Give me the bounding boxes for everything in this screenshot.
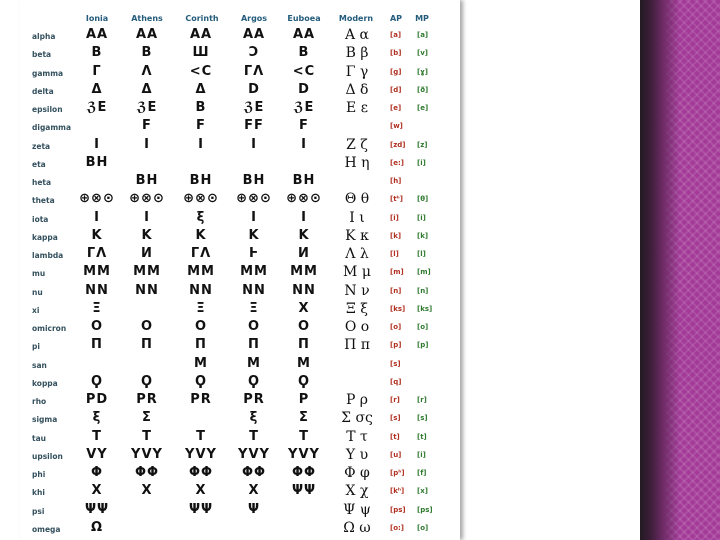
glyph-modern: Κ κ [345,227,369,244]
letter-name: pi [32,342,40,352]
letter-name: omicron [32,324,67,333]
letter-name: gamma [32,68,64,78]
glyph-athens: ΦΦ [134,465,160,480]
glyph-euboea: <C [292,63,316,79]
glyph-athens: ΥVY [131,446,163,462]
letter-name: upsilon [32,451,63,461]
glyph-ionia: Γ [92,63,102,79]
glyph-euboea: Ο [297,319,311,334]
letter-name: theta [32,196,55,206]
ap-pronunciation: [q] [390,377,402,386]
glyph-ionia: ΑΑ [85,27,109,42]
glyph-athens: Ο [140,319,154,334]
glyph-modern: Γ γ [345,63,369,80]
glyph-argos: FF [244,118,264,134]
glyph-euboea: I [301,209,307,225]
glyph-euboea: ΝΝ [292,282,316,298]
ap-pronunciation: [d] [390,85,402,94]
glyph-modern: Δ δ [345,81,369,98]
glyph-euboea: P [298,392,310,407]
glyph-athens: I [144,209,150,225]
letter-name: zeta [32,141,51,151]
glyph-argos: Μ [247,355,261,371]
glyph-argos: Ξ [249,300,259,316]
table-row [20,301,460,319]
glyph-modern: Α α [344,27,369,43]
mp-pronunciation: [t] [417,432,427,441]
glyph-corinth: ΥVY [185,446,217,462]
glyph-corinth: Π [195,337,207,353]
glyph-euboea: ΥVY [288,446,320,462]
mp-pronunciation: [z] [417,140,428,149]
header-mp: MP [415,14,429,23]
table-row [20,228,460,246]
table-row [20,27,460,45]
table-row [20,465,460,483]
glyph-argos: D [248,81,260,97]
table-row [20,319,460,337]
letter-name: alpha [32,32,56,41]
glyph-athens: Τ [142,428,152,444]
ap-pronunciation: [e:] [390,158,404,167]
glyph-ionia: Κ [91,227,103,243]
table-row [20,447,460,465]
mp-pronunciation: [n] [417,286,429,295]
glyph-euboea: Κ [298,227,310,243]
table-row [20,337,460,355]
mp-pronunciation: [k] [417,231,429,240]
table-row [20,246,460,264]
table-row [20,264,460,282]
glyph-modern: Υ υ [345,446,369,463]
glyph-corinth: I [198,136,204,152]
glyph-athens: ℨΕ [136,100,158,115]
glyph-modern: Ω ω [343,519,371,536]
glyph-athens: PR [136,392,158,407]
glyph-ionia: Π [91,337,103,353]
mp-pronunciation: [r] [417,396,427,404]
table-row [20,64,460,82]
glyph-athens: ⊕⊗⊙ [129,191,165,207]
glyph-ionia: Τ [92,428,102,444]
mp-pronunciation: [x] [417,487,428,496]
glyph-modern: Ν ν [344,282,370,299]
glyph-corinth: F [196,118,206,134]
glyph-ionia: Ω [90,519,104,535]
mp-pronunciation: [e] [417,104,429,112]
ap-pronunciation: [k] [390,231,402,240]
glyph-argos: ⊕⊗⊙ [236,191,272,207]
mp-pronunciation: [o] [417,323,429,331]
table-row [20,283,460,301]
letter-name: beta [32,50,52,60]
glyph-athens: Ͷ [141,246,153,261]
glyph-euboea: I [301,136,307,152]
glyph-ionia: ⊕⊗⊙ [79,191,115,207]
table-row [20,155,460,173]
glyph-argos: Π [248,337,260,353]
ap-pronunciation: [g] [390,67,402,76]
mp-pronunciation: [a] [417,31,429,39]
glyph-euboea: F [299,118,309,134]
mp-pronunciation: [ks] [417,304,433,313]
glyph-athens: Λ [141,63,153,79]
glyph-argos: PR [243,392,265,407]
glyph-argos: Κ [248,227,260,243]
mp-pronunciation: [l] [417,250,426,258]
glyph-athens: ΜΜ [133,264,161,280]
glyph-euboea: Χ [298,300,310,316]
table-row [20,173,460,191]
letter-name: rho [32,397,47,406]
glyph-argos: ΜΜ [240,264,268,280]
header-euboea: Euboea [287,14,321,23]
glyph-modern: Ζ ζ [346,136,368,153]
letter-name: heta [32,178,52,187]
glyph-argos: ΓΛ [243,63,265,79]
mp-pronunciation: [i] [417,158,426,167]
ap-pronunciation: [t] [390,432,400,441]
glyph-athens: I [144,136,150,152]
letter-name: nu [32,287,43,297]
glyph-corinth: <C [189,63,213,79]
glyph-argos: Ϙ [247,373,261,389]
ap-pronunciation: [i] [390,213,399,222]
table-row [20,374,460,392]
glyph-ionia: I [94,209,100,225]
table-row [20,100,460,118]
ap-pronunciation: [a] [390,31,402,39]
glyph-corinth: ⊕⊗⊙ [183,191,219,207]
glyph-ionia: ΜΜ [83,264,111,280]
glyph-euboea: Ͷ [298,246,310,261]
glyph-argos: ΝΝ [242,282,266,298]
mp-pronunciation: [v] [417,49,428,58]
letter-name: psi [32,506,45,516]
letter-name: mu [32,269,46,279]
table-row [20,45,460,63]
mp-pronunciation: [f] [417,469,427,477]
glyph-ionia: Ϙ [90,373,104,389]
header-ap: AP [389,14,403,23]
header-corinth: Corinth [185,14,219,23]
glyph-athens: Χ [141,483,153,499]
glyph-argos: Τ [249,428,259,444]
glyph-corinth: ΜΜ [187,264,215,280]
glyph-argos: ℨΕ [243,100,265,115]
mp-pronunciation: [ɣ] [417,67,428,76]
glyph-athens: F [142,118,152,134]
letter-name: omega [32,524,61,534]
letter-name: kappa [32,232,58,242]
glyph-euboea: ΦΦ [291,465,317,480]
table-row [20,410,460,428]
glyph-modern: Φ φ [344,465,370,481]
ap-pronunciation: [h] [390,177,402,185]
glyph-ionia: ΨΨ [84,501,110,517]
mp-pronunciation: [s] [417,414,428,423]
glyph-modern: Τ τ [346,428,368,445]
header-modern: Modern [338,14,374,23]
glyph-corinth: Ϙ [194,373,208,389]
glyph-ionia: ΒΗ [85,154,109,170]
glyph-argos: Ͻ [248,45,260,61]
glyph-euboea: ΑΑ [292,27,316,42]
glyph-corinth: ΑΑ [189,27,213,42]
glyph-ionia: ξ [92,410,102,426]
table-row [20,137,460,155]
table-row [20,82,460,100]
letter-name: sigma [32,415,58,425]
letter-name: lambda [32,251,64,260]
glyph-corinth: ξ [196,209,206,225]
glyph-athens: Π [141,337,153,353]
glyph-argos: Ο [247,319,261,334]
glyph-corinth: Κ [195,227,207,243]
letter-name: khi [32,488,45,498]
glyph-ionia: Χ [91,483,103,499]
glyph-athens: Δ [141,81,153,97]
ap-pronunciation: [s] [390,414,401,423]
table-row [20,429,460,447]
table-row [20,191,460,209]
glyph-euboea: ℨΕ [293,100,315,115]
glyph-corinth: Τ [196,428,206,444]
glyph-corinth: ΒΗ [189,173,213,188]
ap-pronunciation: [kʰ] [390,487,405,496]
letter-name: delta [32,86,54,96]
glyph-modern: Η η [344,154,370,171]
glyph-argos: ξ [249,410,259,426]
glyph-corinth: Δ [195,81,207,97]
mp-pronunciation: [ps] [417,505,433,514]
glyph-euboea: ⊕⊗⊙ [286,191,322,207]
glyph-argos: I [251,209,257,225]
glyph-euboea: D [298,81,310,97]
mp-pronunciation: [o] [417,523,429,532]
glyph-corinth: ΓΛ [190,246,212,261]
ap-pronunciation: [pʰ] [390,469,405,477]
table-row [20,210,460,228]
table-row [20,520,460,538]
ap-pronunciation: [l] [390,250,399,258]
glyph-argos: Ͱ [248,246,260,261]
ap-pronunciation: [tʰ] [390,195,403,204]
glyph-corinth: Μ [194,355,208,371]
ap-pronunciation: [n] [390,286,402,295]
glyph-ionia: ΓΛ [86,246,108,261]
ap-pronunciation: [b] [390,49,402,58]
glyph-ionia: ℨΕ [86,100,108,115]
glyph-modern: Ρ ρ [345,392,369,408]
alphabet-table [20,0,460,540]
table-row [20,356,460,374]
glyph-athens: ΝΝ [135,282,159,298]
glyph-corinth: PR [190,392,212,407]
ap-pronunciation: [w] [390,122,403,131]
mp-pronunciation: [i] [417,213,426,222]
glyph-ionia: PD [85,392,109,407]
ap-pronunciation: [s] [390,359,401,368]
letter-name: xi [32,305,40,315]
glyph-argos: I [251,136,257,152]
glyph-corinth: Β [195,100,207,115]
ap-pronunciation: [r] [390,396,400,404]
letter-name: digamma [32,123,72,133]
glyph-argos: Χ [248,483,260,499]
glyph-corinth: ΦΦ [188,465,214,480]
glyph-modern: Μ μ [343,264,371,281]
letter-name: san [32,360,47,370]
glyph-ionia: ΝΝ [85,282,109,298]
letter-name: koppa [32,378,58,388]
mp-pronunciation: [m] [417,268,431,277]
glyph-euboea: Τ [299,428,309,444]
glyph-modern: Π π [344,337,370,354]
ap-pronunciation: [zd] [390,140,406,149]
glyph-ionia: Φ [90,465,104,480]
glyph-modern: Χ χ [345,483,369,500]
ap-pronunciation: [u] [390,450,402,459]
glyph-corinth: Ш [192,45,210,61]
decorative-side-panel [640,0,720,540]
glyph-euboea: Μ [297,355,311,371]
glyph-corinth: ΝΝ [189,282,213,298]
glyph-modern: Ξ ξ [345,300,368,317]
letter-name: phi [32,470,46,479]
header-ionia: Ionia [85,14,109,23]
letter-name: epsilon [32,105,63,114]
header-athens: Athens [131,14,163,23]
glyph-corinth: Ο [194,319,208,334]
glyph-ionia: Ο [90,319,104,334]
glyph-argos: Ψ [247,501,261,517]
table-row [20,502,460,520]
letter-name: iota [32,214,49,224]
letter-name: eta [32,159,46,169]
glyph-modern: Ψ ψ [343,501,371,518]
glyph-modern: Ι ι [349,209,365,226]
glyph-ionia: VY [86,446,108,462]
glyph-ionia: Δ [91,81,103,97]
glyph-modern: Ε ε [346,100,368,116]
glyph-athens: Κ [141,227,153,243]
glyph-corinth: Χ [195,483,207,499]
glyph-argos: ΒΗ [242,173,266,188]
glyph-argos: ΥVY [238,446,270,462]
glyph-athens: Σ [142,410,152,426]
glyph-athens: ΒΗ [135,173,159,188]
glyph-corinth: Ξ [196,300,206,316]
glyph-ionia: Ξ [92,300,102,316]
glyph-euboea: ΒΗ [292,173,316,188]
mp-pronunciation: [i] [417,450,426,459]
glyph-modern: Β β [345,45,369,62]
letter-name: tau [32,433,46,443]
glyph-argos: ΦΦ [241,465,267,480]
header-argos: Argos [240,14,268,23]
ap-pronunciation: [o:] [390,523,405,532]
glyph-athens: ΑΑ [135,27,159,42]
glyph-ionia: Β [91,45,103,61]
glyph-modern: Σ σς [341,410,373,427]
table-row [20,392,460,410]
glyph-athens: Ϙ [140,373,154,389]
glyph-modern: Λ λ [345,246,369,262]
glyph-ionia: I [94,136,100,152]
ap-pronunciation: [ps] [390,505,406,514]
glyph-euboea: ΜΜ [290,264,318,280]
glyph-euboea: Ϙ [297,373,311,389]
table-row [20,483,460,501]
ap-pronunciation: [o] [390,323,402,331]
mp-pronunciation: [p] [417,341,429,350]
mp-pronunciation: [ð] [417,85,429,94]
glyph-euboea: Σ [299,410,309,426]
glyph-argos: ΑΑ [242,27,266,42]
glyph-euboea: Π [298,337,310,353]
glyph-athens: Β [141,45,153,61]
ap-pronunciation: [ks] [390,304,406,313]
glyph-euboea: ΨΨ [291,483,317,499]
glyph-modern: Θ θ [344,191,370,208]
ap-pronunciation: [m] [390,268,404,277]
mp-pronunciation: [θ] [417,195,429,204]
glyph-corinth: ΨΨ [188,501,214,517]
ap-pronunciation: [e] [390,104,402,112]
glyph-euboea: Β [298,45,310,61]
glyph-modern: Ο ο [344,319,370,335]
table-row [20,118,460,136]
ap-pronunciation: [p] [390,341,402,350]
